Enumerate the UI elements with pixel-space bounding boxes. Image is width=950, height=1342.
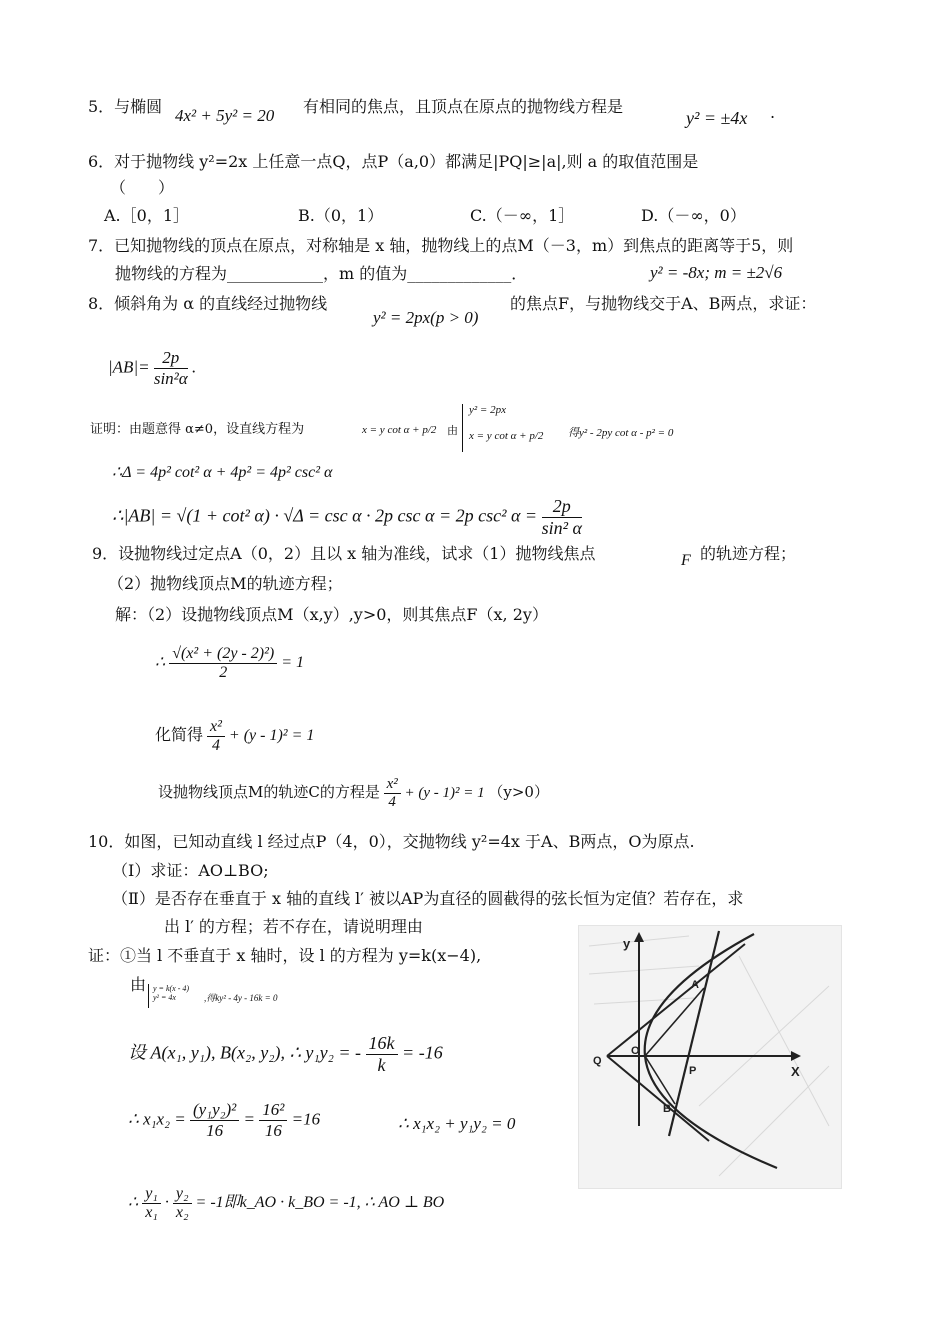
q10-step3-num2: y₂ [173, 1185, 192, 1204]
q10-step1-post: = -16 [402, 1042, 443, 1063]
q6-option-a: A.［0，1］ [104, 206, 190, 225]
q10-step2-fraction2 [259, 1100, 287, 1141]
q10-system [148, 984, 189, 1008]
q9-conclusion [158, 776, 549, 811]
q8-proof1-text: 证明：由题意得 α≠0，设直线方程为 [90, 422, 305, 437]
q10-step3-post: = -1即k_AO · k_BO = -1, ∴ AO ⊥ BO [195, 1194, 445, 1212]
q10-figure [578, 925, 842, 1189]
q9-line1b: 的轨迹方程； [700, 544, 797, 563]
q8-line1: 8．倾斜角为 α 的直线经过抛物线 [88, 294, 328, 313]
q8-ab-num: 2p [542, 496, 582, 518]
q9-simplify-num: x² [207, 718, 225, 737]
q10-step3-dot: · [164, 1194, 169, 1212]
q10-step2-num2: 16² [259, 1100, 287, 1121]
q10-sys-result: ,得ky² - 4y - 16k = 0 [204, 993, 278, 1003]
q9-conclusion-num: x² [384, 776, 401, 794]
label-y: y [623, 936, 631, 951]
q6-option-b: B.（0，1） [298, 206, 384, 225]
segment-qa [607, 944, 745, 1056]
q8-claim-den: sin²α [153, 369, 188, 388]
q8-parabola: y² = 2px(p > 0) [373, 308, 479, 327]
q5-end: . [770, 103, 776, 122]
q8-proof1-system [462, 404, 543, 452]
q6-blank: （ ） [110, 178, 175, 197]
q8-proof1-sys2: x = y cot α + p/2 [469, 430, 544, 442]
q8-ab-den: sin² α [541, 518, 582, 538]
q9-line1: 9．设抛物线过定点A（0，2）且以 x 轴为准线，试求（1）抛物线焦点 [92, 544, 596, 563]
q9-conclusion-den: 4 [388, 794, 396, 810]
q10-step1-num: 16k [366, 1033, 398, 1055]
q5-answer: y² = ±4x [686, 108, 748, 128]
line-l [669, 931, 719, 1136]
q8-claim-fraction [154, 348, 188, 389]
label-o: O [631, 1045, 640, 1057]
q10-step2-pre: ∴ x₁x₂ = [128, 1109, 186, 1129]
q7-answer: y² = -8x; m = ±2√6 [650, 263, 783, 282]
q8-proof1-sys1: y² = 2px [469, 404, 506, 416]
q10-step3-den2: x₂ [175, 1204, 189, 1221]
q5-text: 5．与椭圆 [88, 97, 163, 116]
label-p: P [689, 1065, 697, 1077]
q8-proof1-line: x = y cot α + p/2 [362, 424, 437, 436]
q5-line [88, 97, 162, 117]
q10-proof1: 证：①当 l 不垂直于 x 轴时，设 l 的方程为 y=k(x−4), [88, 946, 482, 965]
q8-proof1-by: 由 [447, 424, 458, 437]
q5-ellipse: 4x² + 5y² = 20 [175, 106, 275, 125]
q9-eq1-den: 2 [219, 664, 228, 681]
q10-step3-num1: y₁ [142, 1185, 161, 1204]
q7-line1: 7．已知抛物线的顶点在原点，对称轴是 x 轴，抛物线上的点M（－3，m）到焦点的距离等于5，则 [88, 236, 794, 255]
q10-step3 [128, 1185, 444, 1222]
q8-ab [112, 496, 582, 539]
label-x: X [791, 1064, 800, 1079]
q10-step2-right: ∴ x₁x₂ + y₁y₂ = 0 [398, 1114, 516, 1133]
q10-step2-num1: (y₁y₂)² [190, 1100, 239, 1121]
q10-step3-fraction2 [173, 1185, 192, 1222]
segment-oa [645, 988, 704, 1056]
q9-conclusion-fraction [384, 776, 401, 811]
q9-solution: 解：（2）设抛物线顶点M（x,y）,y>0，则其焦点F（x, 2y） [115, 605, 548, 624]
q9-conclusion-text: 设抛物线顶点M的轨迹C的方程是 [158, 782, 380, 801]
q6-option-d: D.（－∞，0） [641, 206, 746, 225]
q9-eq1-post: = 1 [281, 654, 304, 672]
q10-step3-den1: x₁ [145, 1204, 158, 1221]
q10-step2-den1: 16 [206, 1121, 224, 1140]
q10-part1: （Ⅰ）求证：AO⊥BO; [112, 861, 269, 880]
q9-line2: （2）抛物线顶点M的轨迹方程； [108, 574, 343, 593]
q9-eq1-fraction [169, 645, 277, 682]
q9-conclusion-cond: （y>0） [488, 782, 549, 801]
q10-step2-den2: 16 [264, 1121, 282, 1140]
q8-proof1-result: 得y² - 2py cot α - p² = 0 [568, 427, 674, 439]
q9-simplify-den: 4 [211, 737, 220, 754]
q9-eq1 [155, 645, 304, 682]
q5-text2: 有相同的焦点，且顶点在原点的抛物线方程是 [303, 97, 624, 116]
q8-proof1 [90, 420, 304, 440]
q10-step3-fraction1 [142, 1185, 161, 1222]
q10-step1-fraction [366, 1033, 398, 1076]
q10-step1 [128, 1033, 443, 1076]
q8-claim-num: 2p [154, 348, 188, 369]
q10-step1-pre: 设 A(x₁, y₁), B(x₂, y₂), ∴ y₁y₂ = - [128, 1042, 362, 1063]
q9-simplify [155, 718, 314, 755]
parabola-curve [645, 934, 777, 1168]
q10-step2 [128, 1100, 320, 1141]
q10-step2-mid: = [243, 1109, 256, 1129]
q6-option-c: C.（－∞，1］ [470, 206, 575, 225]
q9-eq1-pre: ∴ [155, 654, 166, 672]
q9-simplify-post: + (y - 1)² = 1 [228, 727, 315, 745]
label-b: B [663, 1103, 671, 1115]
segment-ob [645, 1056, 675, 1104]
q10-sys1: y = k(x - 4) [153, 984, 190, 993]
q9-simplify-fraction [207, 718, 225, 755]
q6-question: 6．对于抛物线 y²=2x 上任意一点Q，点P（a,0）都满足|PQ|≥|a|,则 a 的取值范围是 [88, 152, 699, 171]
q10-sys2: y² = 4x [153, 993, 176, 1002]
q10-part2b: 出 l′ 的方程；若不存在，请说明理由 [164, 917, 423, 936]
q7-line2: 抛物线的方程为____________，m 的值为_____________． [115, 264, 528, 283]
label-q: Q [593, 1055, 602, 1067]
q8-claim-dot: . [191, 357, 197, 377]
q9-focus: F [681, 552, 691, 569]
q8-line1b: 的焦点F，与抛物线交于A、B两点，求证： [510, 294, 817, 313]
q9-simplify-text: 化简得 [155, 725, 204, 745]
q10-step1-den: k [377, 1055, 386, 1075]
q10-line1: 10．如图，已知动直线 l 经过点P（4，0），交抛物线 y²=4x 于A、B两点，O为原点. [88, 832, 695, 851]
q10-proof2: 由 [130, 975, 147, 994]
q10-step2-fraction1 [190, 1100, 239, 1141]
q10-figure-svg [579, 926, 841, 1188]
q10-step2-post: =16 [291, 1109, 321, 1129]
label-a: A [691, 979, 699, 991]
q8-delta: ∴Δ = 4p² cot² α + 4p² = 4p² csc² α [112, 464, 333, 481]
q8-ab-text: ∴|AB| = √(1 + cot² α) · √Δ = csc α · 2p csc α = 2p csc² α = [112, 505, 538, 526]
q9-conclusion-post: + (y - 1)² = 1 [404, 784, 485, 801]
q10-part2a: （Ⅱ）是否存在垂直于 x 轴的直线 l′ 被以AP为直径的圆截得的弦长恒为定值？若存在，求 [112, 889, 744, 908]
x-axis-arrow-icon [791, 1051, 801, 1061]
q9-eq1-num: √(x² + (2y - 2)²) [169, 645, 277, 664]
y-axis-arrow-icon [634, 932, 644, 942]
q8-claim-lhs: |AB|= [108, 357, 150, 377]
q8-claim [108, 348, 196, 389]
q8-ab-fraction [542, 496, 582, 539]
q10-step3-pre: ∴ [128, 1194, 139, 1212]
